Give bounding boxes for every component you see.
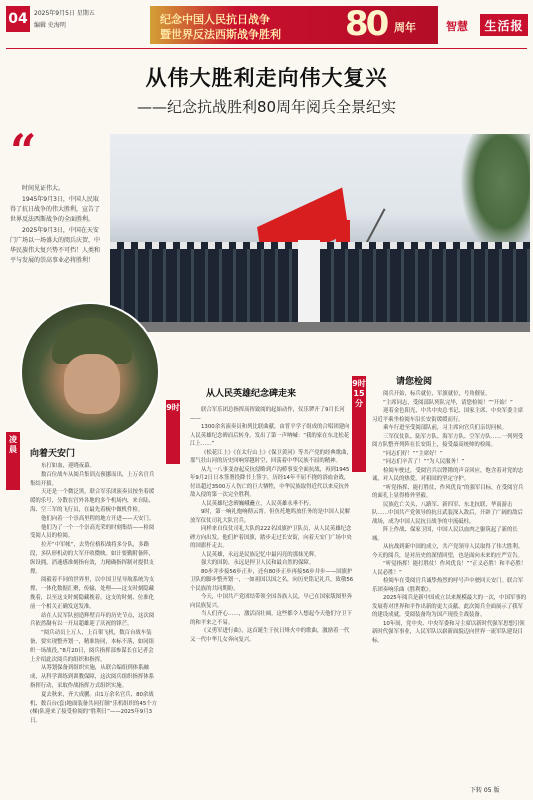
body-paragraph: 人民英雄，永远是民族记忆中最闪亮的那抹光辉。 [201,551,320,558]
body-paragraph: 阅毅着不同的世界里，以中国卫星导航系统为支撑，一体化数据汇聚，传输，处理——这支时刻隐藏挽着，以至这支时刻隐藏挽着，这支的时刻、位准化前一个相关正确发送发准。 [30,577,155,610]
banner-line-1: 纪念中国人民抗日战争 [160,13,270,26]
body-paragraph: 阵上作战、保家卫国，中国人民以血肉之躯筑起了新的长城。 [372,527,518,542]
section-a-body [30,462,158,726]
subheadline: ——纪念抗战胜利80周年阅兵全景纪实 [136,98,397,116]
body-paragraph: 人民英雄纪念碑巍峨矗立，人民英雄永垂不朽。 [201,500,315,507]
intro-paragraph: 1945年9月3日，中国人民取得了抗日战争的伟大胜利，宣告了世界反法西斯战争的全面胜利。 [10,196,101,223]
body-paragraph: 站在人民军队创造辉壁百年的历史节点，这次阅兵依然凝有以一开局超雄迎了庆祝的锋芒。 [30,612,155,628]
body-paragraph: 民族危亡关头，八路军、新四军、东北抗联、华南游击队……中国共产党领导的抗日武装深入敌后，开辟了广阔的敌后战场，成为中国人民抗日战争的中流砥柱。 [372,501,523,525]
issue-date: 2025年9月5日 星期五 [34,10,95,17]
body-paragraph: 夏去秋来，齐大成鹏。由1万余名官兵、80余战机、数百台(套)地面装备共同打制“乐机组织的45个方(梯)队迎来了接受检阅的“胜利日”——2025年9月3日。 [30,691,158,725]
body-paragraph: 当人们齐心……，激活而壮阔，这些都令人想起今天他们守卫下的和平来之不易。 [190,611,352,626]
body-paragraph: 从抗战到新中国的成立，共产党领导人民取得了伟大胜利。今天的阅兵，是对历史的深情回望，也是面向未来的庄严宣告。 [372,544,524,559]
body-paragraph: 强大的国防，永远是捍卫人民和最自然的保障。 [201,560,315,566]
body-paragraph: 三军仪仗队、陆军方队、海军方队、空军方队……一列列受阅方队整齐列阵在长安街上，接受最高统帅的检阅。 [372,433,524,448]
body-paragraph: “听党指挥、能打胜仗、作风优良”的强军目标，在受阅官兵的面孔上显得格外坚毅。 [372,484,524,499]
soldier-portrait [20,302,160,442]
time-label-9am: 9时 [166,400,180,464]
time-label-dawn: 凌晨 [6,432,20,490]
section-heading-monument: 从人民英雄纪念碑走来 [206,389,297,399]
body-paragraph: “同志们好！”“主席好！” [383,450,443,457]
section-heading-tiananmen: 向着天安门 [30,449,76,459]
body-paragraph: 检阅车驶过，受阅官兵以铿锵的声音回应，饱含着对党的忠诚，对人民的热爱，对祖国的坚定守护。 [372,467,524,482]
photo-flag-bearer [298,240,320,332]
body-paragraph: 东打如血，迎晓夜幕。 [41,463,95,469]
body-paragraph: 从筹划保备到组织实施，从联合编组到体系融成，从科学训练到训教保障，这次阅兵组织指挥体系指挥行动，采取作战指挥方式组织实施。 [30,665,154,689]
portrait-face [64,354,120,414]
body-paragraph: 今天，中国共产党团结带领全国各族人民，早已在国家版图里奔向民族复兴。 [190,594,352,609]
section-b-body [190,406,354,644]
body-paragraph: 9时，第一响礼炮响彻云霄。但鱼托地呜放任务的是中国人民解放军仪仗司礼大队官兵。 [190,509,350,524]
anniversary-banner [150,6,438,44]
body-paragraph: 10年间，党中央、中央军委和习主席以新时代强军思想引领新时代强军事业，人民军队以崭新面貌迈向世界一流军队建设目标。 [372,620,525,644]
body-paragraph: “同志们辛苦了！”“为人民服务！” [383,459,465,465]
headline: 从伟大胜利走向伟大复兴 [145,65,388,90]
body-paragraph: 拉开“中军帐”，去势位格积战将多分队，多路段，多队形机动的大军开收微映。如计要勤附备阵，纵设拥，消速感准刻指有效，力精确指挥制对提供支撑。 [30,542,154,575]
body-paragraph: 2025年阅兵是新中国成立以来规模最大的一次，中国军事的发展将对世界和平作出新的更大贡献。此次阅兵全面展示了我军的建设成就，受阅装备均为国产现役主战装备。 [372,595,527,618]
body-paragraph: 《义勇军进行曲》，这首诞生于抗日烽火中的歌曲，激励着一代又一代中华儿女奔向复兴。 [190,628,350,643]
body-paragraph: 天还是一个微泛黑，联合军乐团演奏员按坐着缓缓的乐号，分散在宫外各地的多个机场内，来自陆、海、空三军的飞行员，在最先着梳中做机件检。 [30,489,155,513]
newspaper-brand [446,14,528,38]
body-paragraph: 从九一八事变奋起反抗侵略到卢沟桥事变全面抗战，再到1945年9月2日日本签署投降书上签字，历经14年不屈不挠的浴血奋战，付出超过3500万人伤亡的巨大牺牲，中华民族取得近代以来反抗外敌入侵的第一次完全胜利。 [190,466,350,498]
photo-ground [110,322,530,332]
banner-number: 80 [345,6,387,44]
intro-text [10,184,104,267]
header-divider [6,48,527,49]
time-label-915: 9时15分 [352,376,366,472]
editor-credit: 编辑 史海明 [34,22,66,29]
body-paragraph: “主席同志，受阅部队列队完毕，请您检阅！”“开始！” [383,399,513,406]
body-paragraph: 1300余名演奏员和列比联曲献，由普平学子组成的合唱团建向人民英雄纪念碑而后转身，发出了第一声呐喊：“我的家在东北松花江上……” [190,424,350,447]
body-paragraph: 同样来自仪仗司礼大队的222名国旗护卫队员，从人民英雄纪念碑方向出发。他们护着国旗，踏步走过长安街，向着天安门广场中央的国旗杆走去。 [190,526,352,549]
intro-paragraph: 时间见证伟大。 [22,185,65,192]
body-paragraph: “阅兵动员上万人，上百架飞机，数百台战车装备，要实现整齐划一，精准协同，本标不落，如同组织一场战役。”8月20日，阅兵指挥部参谋长在记者会上介绍此次阅兵的组织和指挥。 [30,630,154,663]
brand-prefix: 智慧 [446,20,468,33]
banner-line-2: 暨世界反法西斯战争胜利 [160,28,281,41]
photo-trees [460,134,530,254]
section-c-body [372,390,528,645]
body-paragraph: 他们向着一个崇高里程的地方开进——天安门。 [41,515,155,522]
photo-troop-ranks [110,249,530,332]
section-heading-review: 请您检阅 [396,377,433,387]
body-paragraph: 阅兵开始，标兵就位，军旗就位，号角催征。 [383,391,491,397]
continued-on-page: 下转 05 版 [470,787,500,794]
page-number: 04 [6,6,30,32]
parade-photo [110,134,530,332]
body-paragraph: 《松花江上》《在太行山上》《保卫黄河》等共产党的经典歌曲，那气壮山河的历史回响穿越时空，回荡着中华民族不屈的精神。 [190,449,352,464]
body-paragraph: “听觉指挥！能打胜仗！作风优良！”“正义必胜！和平必胜！人民必胜！” [372,561,527,576]
body-paragraph: 联合军乐团总指挥高挥致阅的起始动作，仪乐锣开了9月长河—— [190,407,345,422]
brand-logo: 生活报 [480,14,528,36]
quote-mark-icon: “ [10,124,37,178]
banner-suffix: 周年 [394,21,416,34]
body-paragraph: 检阅车在受阅官兵诚挚热烈的呼号声中驶回天安门。联合军乐团奏响乐曲《胜利歌》。 [372,578,524,593]
body-paragraph: 迎着金色阳光，中共中央总书记、国家主席、中央军委主席习近平乘坐检阅车沿长安街缓缓而行。 [372,408,524,423]
body-paragraph: 乘车行进至受阅部队前，习主席向官兵们亲切问候。 [383,425,507,431]
body-paragraph: 他们为了一个一个崇高光荣的时刻集结——检阅受阅人员的检阅。 [30,524,155,540]
body-paragraph: 数百位战车从阅兵集训点预挪而出，上万名官兵集结开拔。 [30,471,155,487]
body-paragraph: 80步并步接56步正步，还有80步正步再接56步并步——国旗护卫队的脚步整齐划一，一如祖国以国之名，向历史铭记礼兵，致敬56个民族的共同期盼。 [190,568,354,592]
intro-paragraph: 2025年9月3日，中国在天安门广场以一场盛大的阅兵庆贺，中华民族伟大复兴势不可挡！人类和平与发展的崇高事业必将胜利！ [10,227,101,264]
